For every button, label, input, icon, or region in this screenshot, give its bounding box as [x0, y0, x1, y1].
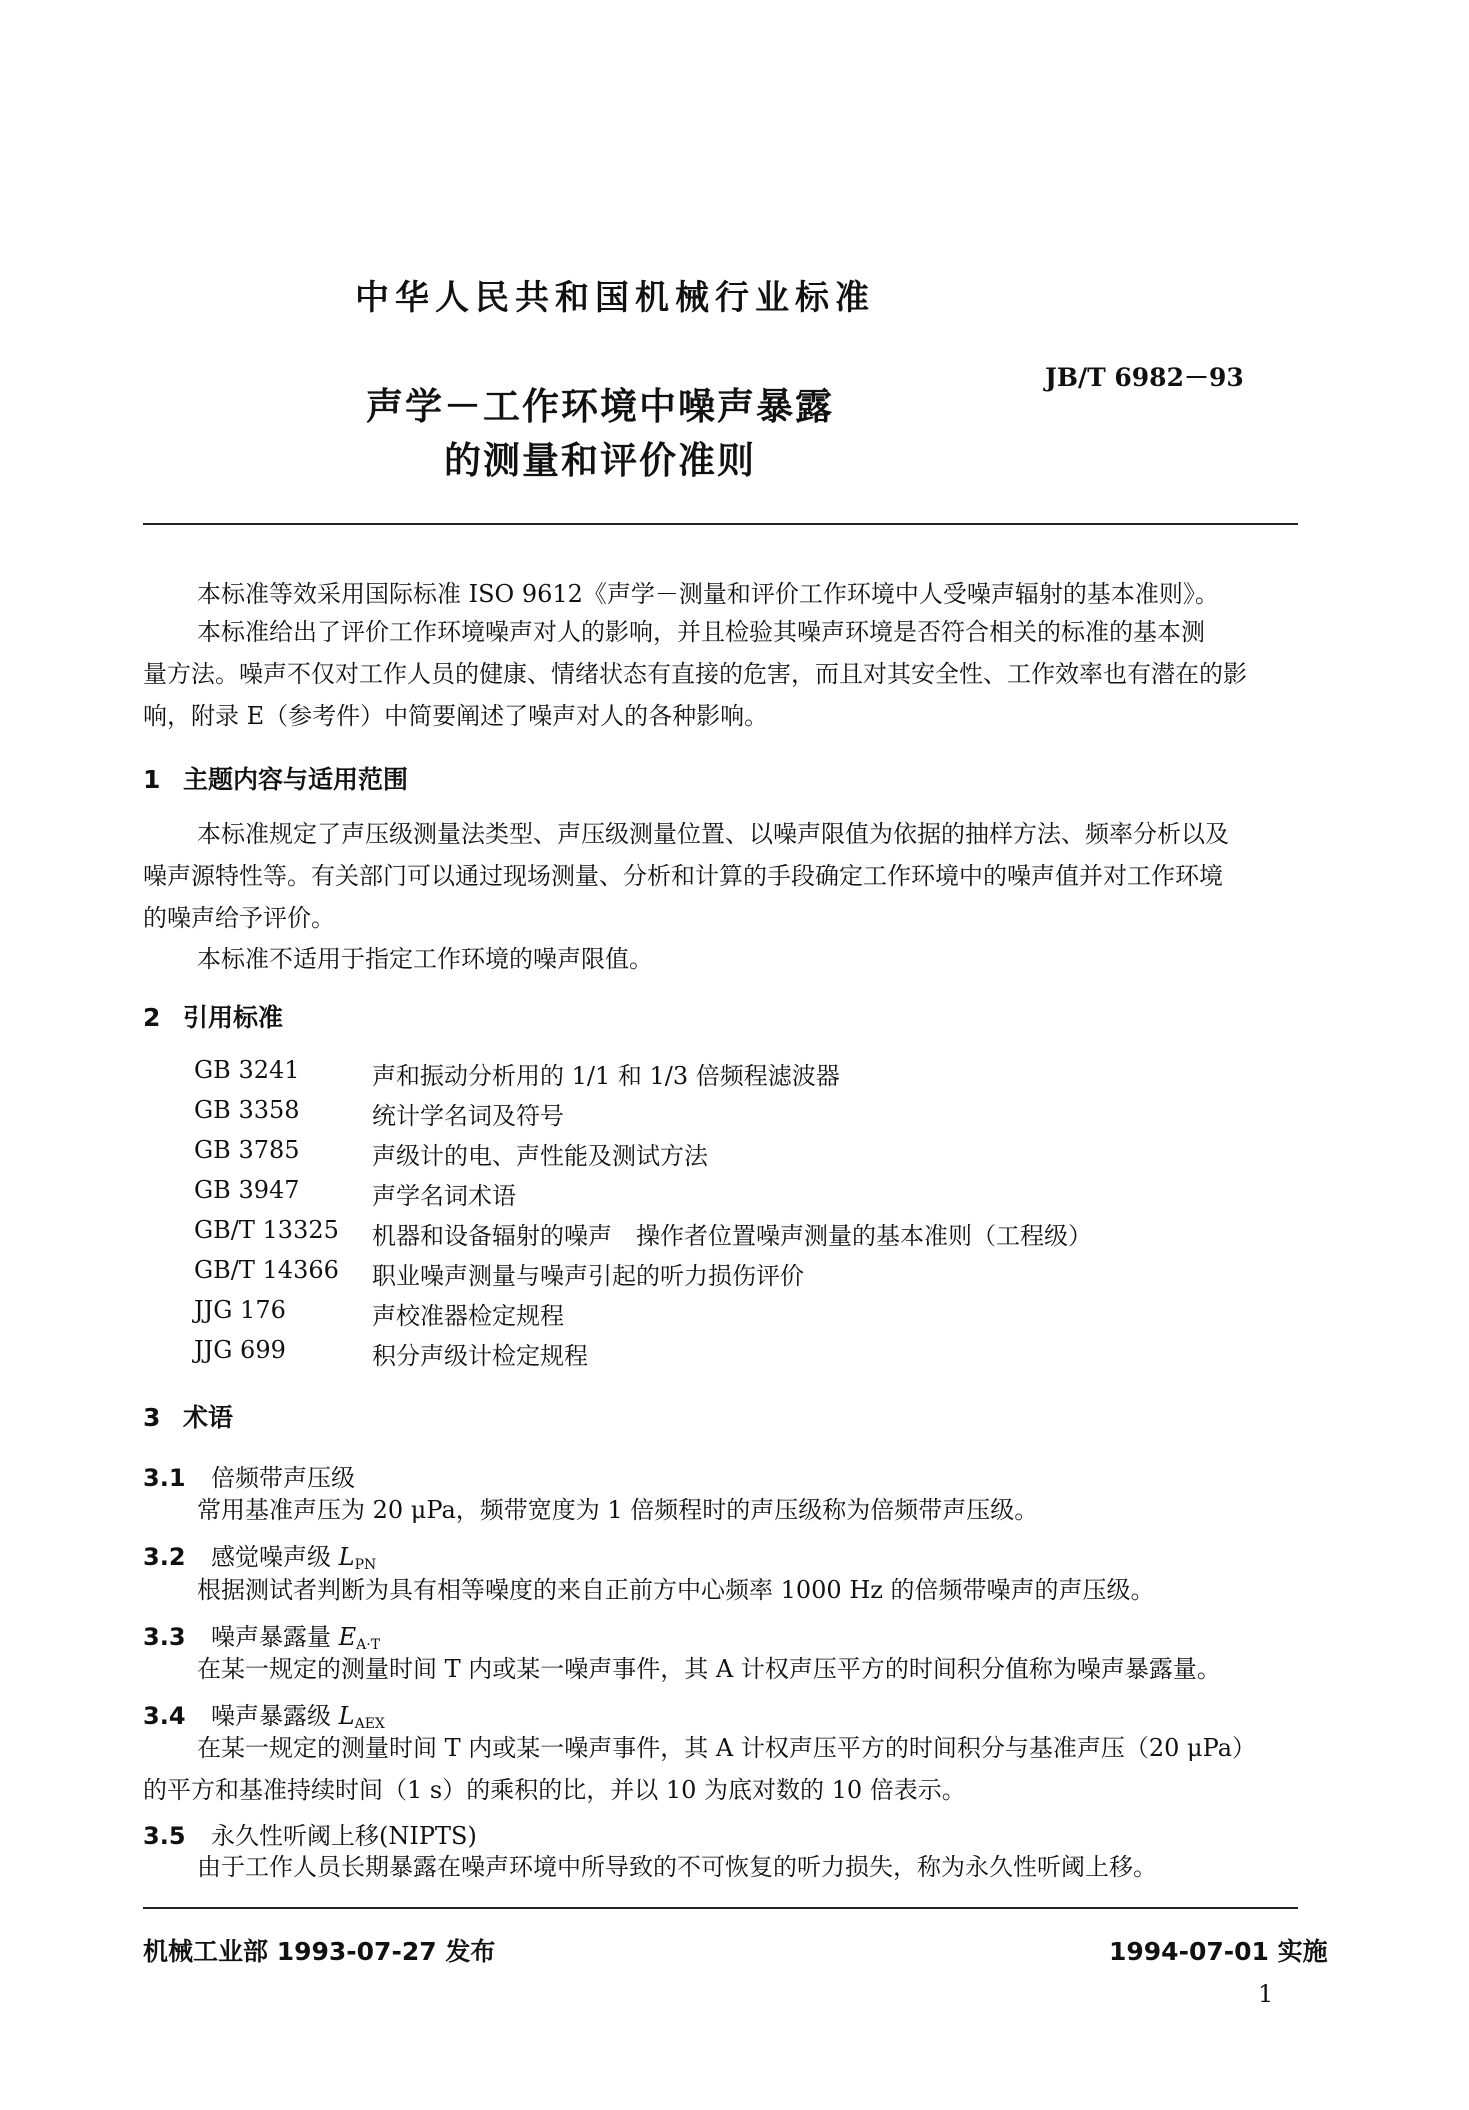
- document-title-line1: 声学－工作环境中噪声暴露: [366, 385, 834, 428]
- reference-code: GB/T 13325: [194, 1216, 339, 1244]
- intro-paragraph-2: 本标准给出了评价工作环境噪声对人的影响，并且检验其噪声环境是否符合相关的标准的基本测 量方法。噪声不仅对工作人员的健康、情绪状态有直接的危害，而且对其安全性、工作效率也有潜在的影 响，附录 E（参考件）中简要阐述了噪声对人的各种影响。: [143, 618, 1247, 730]
- reference-code: GB 3241: [194, 1056, 300, 1084]
- section-3-heading: 3 术语: [143, 1403, 234, 1432]
- reference-code: GB 3358: [194, 1096, 300, 1124]
- reference-title: 职业噪声测量与噪声引起的听力损伤评价: [372, 1262, 804, 1290]
- reference-code: JJG 176: [194, 1296, 286, 1324]
- term-definition: 在某一规定的测量时间 T 内或某一噪声事件，其 A 计权声压平方的时间积分值称为噪声暴露量。: [197, 1655, 1221, 1683]
- term-definition: 在某一规定的测量时间 T 内或某一噪声事件，其 A 计权声压平方的时间积分与基准声压（20 μPa） 的平方和基准持续时间（1 s）的乘积的比，并以 10 为底对数的 10 倍表示。: [143, 1734, 1256, 1804]
- reference-title: 机器和设备辐射的噪声 操作者位置噪声测量的基本准则（工程级）: [372, 1222, 1092, 1250]
- reference-title: 声学名词术语: [372, 1182, 516, 1210]
- reference-code: JJG 699: [194, 1336, 286, 1364]
- header-divider: [143, 523, 1298, 525]
- term-definition: 由于工作人员长期暴露在噪声环境中所导致的不可恢复的听力损失，称为永久性听阈上移。: [197, 1853, 1157, 1881]
- reference-code: GB/T 14366: [194, 1256, 339, 1284]
- reference-title: 积分声级计检定规程: [372, 1342, 588, 1370]
- document-title-line2: 的测量和评价准则: [444, 439, 756, 482]
- issue-date: 机械工业部 1993-07-27 发布: [143, 1937, 496, 1966]
- reference-title: 声校准器检定规程: [372, 1302, 564, 1330]
- standard-number: JB/T 6982－93: [1045, 363, 1244, 392]
- industry-standard-heading: 中华人民共和国机械行业标准: [355, 278, 875, 318]
- term-heading: 3.1 倍频带声压级: [143, 1464, 355, 1492]
- reference-title: 声和振动分析用的 1/1 和 1/3 倍频程滤波器: [372, 1062, 840, 1090]
- term-heading: 3.5 永久性听阈上移(NIPTS): [143, 1822, 477, 1850]
- footer-divider: [143, 1907, 1298, 1909]
- term-definition: 常用基准声压为 20 μPa，频带宽度为 1 倍频程时的声压级称为倍频带声压级。: [197, 1496, 1039, 1524]
- intro-paragraph-1: 本标准等效采用国际标准 ISO 9612《声学－测量和评价工作环境中人受噪声辐射的基本准则》。: [197, 580, 1219, 608]
- section-1-paragraph-2: 本标准不适用于指定工作环境的噪声限值。: [197, 945, 653, 973]
- term-heading: 3.2 感觉噪声级 $L_{PN}$: [143, 1543, 377, 1573]
- section-1-paragraph-1: 本标准规定了声压级测量法类型、声压级测量位置、以噪声限值为依据的抽样方法、频率分析以及 噪声源特性等。有关部门可以通过现场测量、分析和计算的手段确定工作环境中的噪声值并对工作环境 的噪声给予评价。: [143, 820, 1229, 932]
- effective-date: 1994-07-01 实施: [1109, 1937, 1328, 1966]
- reference-code: GB 3947: [194, 1176, 300, 1204]
- term-definition: 根据测试者判断为具有相等噪度的来自正前方中心频率 1000 Hz 的倍频带噪声的声压级。: [197, 1576, 1155, 1604]
- term-heading: 3.3 噪声暴露量 $E_{A\cdot T}$: [143, 1623, 381, 1653]
- page-number: 1: [1258, 1980, 1274, 2008]
- reference-code: GB 3785: [194, 1136, 300, 1164]
- reference-title: 统计学名词及符号: [372, 1102, 564, 1130]
- section-1-heading: 1 主题内容与适用范围: [143, 765, 409, 794]
- reference-title: 声级计的电、声性能及测试方法: [372, 1142, 708, 1170]
- term-heading: 3.4 噪声暴露级 $L_{AEX}$: [143, 1702, 385, 1732]
- section-2-heading: 2 引用标准: [143, 1003, 284, 1032]
